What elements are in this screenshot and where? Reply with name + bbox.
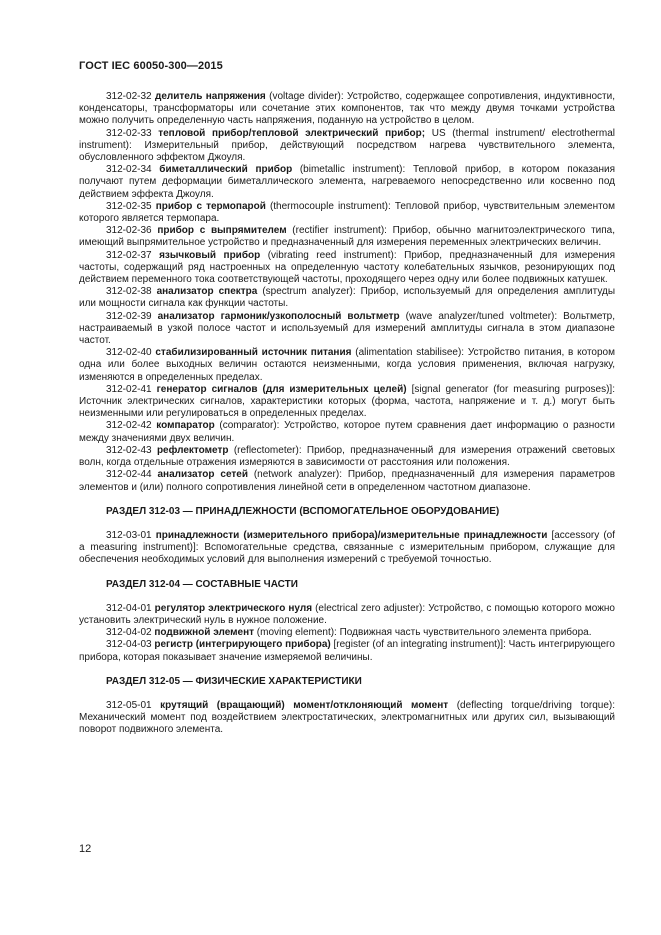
entry-term: принадлежности (измерительного прибора)/измерительные принадлежности	[155, 529, 548, 541]
glossary-entry	[79, 384, 615, 421]
entry-code: 312-04-03	[106, 639, 152, 651]
glossary-entry	[79, 603, 615, 627]
entry-list	[79, 91, 615, 494]
entry-code: 312-02-39	[106, 310, 152, 322]
glossary-entry	[79, 347, 615, 384]
entry-code: 312-05-01	[106, 699, 152, 711]
entry-code: 312-02-37	[106, 249, 152, 261]
glossary-entry	[79, 469, 615, 493]
entry-term: стабилизированный источник питания	[155, 347, 352, 359]
entry-definition: (comparator): Устройство, которое путем сравнения дает информацию о разности между значениями двух величин.	[79, 420, 615, 444]
entry-definition: [signal generator (for measuring purposes)]: Источник электрических сигналов, характеристики которых (форма, частота, напряжение и т. д.) могут быть неизменными или регулироваться в определенных пределах.	[79, 383, 615, 420]
entry-code: 312-02-44	[106, 469, 152, 481]
entry-code: 312-02-41	[106, 383, 152, 395]
glossary-entry	[79, 311, 615, 348]
entry-code: 312-02-40	[106, 347, 152, 359]
glossary-entry	[79, 627, 615, 639]
glossary-entry	[79, 286, 615, 310]
entry-code: 312-02-42	[106, 420, 152, 432]
entry-definition: (spectrum analyzer): Прибор, используемый для определения амплитуды или мощности сигнала как функции частоты.	[79, 286, 616, 310]
page-body	[79, 91, 615, 737]
entry-term: биметаллический прибор	[159, 164, 293, 176]
entry-term: подвижной элемент	[154, 627, 255, 639]
glossary-entry	[79, 639, 615, 663]
entry-term: прибор с термопарой	[155, 200, 266, 212]
entry-definition: (vibrating reed instrument): Прибор, предназначенный для измерения частоты, содержащий ряд настроенных на определенную частоту колебательных язычков, резонирующих под действием переменного тока соответствующей частоты, проходящего через одну или более подвижных катушек.	[79, 249, 615, 286]
page-number: 12	[79, 843, 92, 855]
entry-term: анализатор гармоник/узкополосный вольтметр	[157, 310, 400, 322]
entry-definition: (electrical zero adjuster): Устройство, с помощью которого можно установить электрический нуль в нужное положение.	[79, 602, 615, 626]
glossary-entry	[79, 225, 615, 249]
entry-definition: (thermocouple instrument): Тепловой прибор, чувствительным элементом которого является термопара.	[79, 200, 615, 225]
entry-definition: [register (of an integrating instrument)]: Часть интегрирующего прибора, которая показывает значение измеряемой величины.	[79, 639, 615, 663]
entry-term: регистр (интегрирующего прибора)	[154, 639, 331, 651]
entry-term: генератор сигналов (для измерительных целей)	[156, 383, 407, 395]
glossary-entry	[79, 420, 615, 444]
entry-definition: (rectifier instrument): Прибор, обычно магнитоэлектрического типа, имеющий выпрямительное устройство и предназначенный для измерения переменных электрических величин.	[79, 225, 615, 249]
entry-code: 312-02-38	[106, 286, 152, 298]
document-header: ГОСТ IEC 60050-300—2015	[79, 60, 223, 72]
entry-term: делитель напряжения	[154, 91, 266, 102]
section-heading: РАЗДЕЛ 312-03 — ПРИНАДЛЕЖНОСТИ (ВСПОМОГАТЕЛЬНОЕ ОБОРУДОВАНИЕ)	[106, 505, 500, 517]
glossary-entry	[79, 250, 615, 287]
entry-code: 312-02-34	[106, 164, 152, 176]
entry-definition: (voltage divider): Устройство, содержащее сопротивления, индуктивности, конденсаторы, трансформаторы или сочетание этих компонентов, так что между двумя точками устройства можно получить определенную часть напряжения, поданную на устройство в целом.	[79, 91, 616, 127]
section-heading: РАЗДЕЛ 312-05 — ФИЗИЧЕСКИЕ ХАРАКТЕРИСТИКИ	[106, 675, 362, 687]
glossary-entry	[79, 530, 615, 567]
entry-definition: US (thermal instrument/ electrothermal instrument): Измерительный прибор, действующий посредством нагрева чувствительного элемента, обусловленного эффектом Джоуля.	[79, 127, 615, 164]
entry-definition: (wave analyzer/tuned voltmeter): Вольтметр, настраиваемый в узкой полосе частот и используемый для измерений амплитуды сигнала в этом диапазоне частот.	[79, 310, 616, 347]
entry-code: 312-02-43	[106, 444, 152, 456]
entry-term: прибор с выпрямителем	[157, 225, 287, 237]
entry-code: 312-02-33	[106, 127, 152, 139]
entry-term: регулятор электрического нуля	[154, 602, 313, 614]
entry-code: 312-02-35	[106, 200, 152, 212]
section-list	[79, 506, 615, 737]
entry-code: 312-02-36	[106, 225, 152, 237]
entry-definition: (reflectometer): Прибор, предназначенный для измерения отражений световых волн, когда отдельные отражения измеряются в зависимости от расстояния или положения.	[79, 444, 615, 469]
entry-term: язычковый прибор	[159, 249, 261, 261]
entry-code: 312-04-01	[106, 602, 152, 614]
glossary-entry	[79, 700, 615, 737]
entry-term: тепловой прибор/тепловой электрический прибор;	[158, 127, 426, 139]
entry-term: крутящий (вращающий) момент/отклоняющий момент	[160, 699, 449, 711]
entry-definition: (moving element): Подвижная часть чувствительного элемента прибора.	[254, 627, 592, 639]
entry-term: рефлектометр	[156, 444, 229, 456]
glossary-entry	[79, 128, 615, 165]
entry-definition: (deflecting torque/driving torque): Механический момент под воздействием электростатических, электромагнитных или других сил, вызывающий поворот подвижного элемента.	[79, 699, 615, 736]
entry-code: 312-03-01	[106, 529, 152, 541]
entry-code: 312-04-02	[106, 627, 152, 639]
glossary-entry	[79, 201, 615, 225]
entry-code: 312-02-32	[106, 91, 152, 102]
entry-term: анализатор сетей	[157, 469, 248, 481]
glossary-entry	[79, 445, 615, 469]
entry-definition: [accessory (of a measuring instrument)]: Вспомогательные средства, связанные с измерительным прибором, служащие для обеспечения необходимых условий для выполнения измерений с требуемой точностью.	[79, 529, 616, 566]
entry-definition: (network analyzer): Прибор, предназначенный для измерения параметров элементов и (или) полного сопротивления линейной сети в определенном частотном диапазоне.	[79, 469, 616, 493]
section-heading: РАЗДЕЛ 312-04 — СОСТАВНЫЕ ЧАСТИ	[106, 578, 298, 590]
glossary-entry	[79, 91, 615, 128]
entry-definition: (alimentation stabilisee): Устройство питания, в котором одна или более выходных величин остаются неизменными, когда условия применения, включая нагрузку, изменяются в определенных пределах.	[79, 347, 615, 383]
entry-term: компаратор	[156, 420, 215, 432]
entry-definition: (bimetallic instrument): Тепловой прибор, в котором показания получают путем деформации биметаллического элемента, нагреваемого непосредственно или косвенно под действием эффекта Джоуля.	[79, 164, 616, 200]
entry-term: анализатор спектра	[156, 286, 258, 298]
glossary-entry	[79, 164, 615, 201]
